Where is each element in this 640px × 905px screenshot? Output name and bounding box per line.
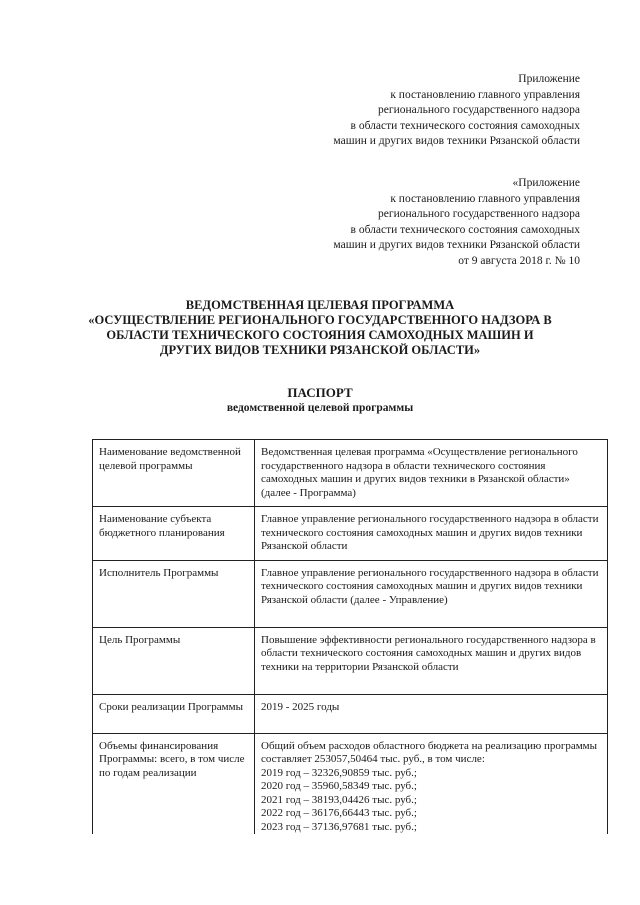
passport-heading: ПАСПОРТ	[287, 385, 353, 400]
row-label: Объемы финансирования Программы: всего, в том числе по годам реализации	[93, 733, 255, 834]
appendix-line: машин и других видов техники Рязанской области	[333, 135, 580, 147]
row-label: Исполнитель Программы	[93, 560, 255, 627]
financing-year: 2019 год – 32326,90859 тыс. руб.;	[261, 766, 417, 779]
row-value: Повышение эффективности регионального государственного надзора в области технического состояния самоходных машин и других видов техники на территории Рязанской области	[255, 627, 608, 694]
program-title-line: ВЕДОМСТВЕННАЯ ЦЕЛЕВАЯ ПРОГРАММА	[185, 298, 455, 312]
table-row	[93, 627, 608, 694]
row-value: Главное управление регионального государственного надзора в области технического состояния самоходных машин и других видов техники Рязанской области (далее - Управление)	[255, 560, 608, 627]
financing-year: 2023 год – 37136,97681 тыс. руб.;	[261, 820, 417, 833]
appendix-line: к постановлению главного управления	[390, 192, 580, 205]
financing-year: 2021 год – 38193,04426 тыс. руб.;	[261, 793, 417, 806]
appendix-line: регионального государственного надзора	[378, 208, 580, 220]
financing-value	[255, 733, 608, 834]
appendix-line: к постановлению главного управления	[390, 88, 580, 101]
program-title-line: «ОСУЩЕСТВЛЕНИЕ РЕГИОНАЛЬНОГО ГОСУДАРСТВЕННОГО НАДЗОРА В	[88, 313, 552, 327]
appendix-line: в области технического состояния самоходных	[350, 119, 580, 132]
passport-subheading: ведомственной целевой программы	[226, 402, 414, 414]
financing-year: 2022 год – 36176,66443 тыс. руб.;	[261, 807, 417, 819]
financing-intro: Общий объем расходов областного бюджета на реализацию программы составляет 253057,50464 тыс. руб., в том числе:	[261, 739, 598, 765]
table-row-financing	[93, 733, 608, 834]
passport-heading-block	[70, 385, 570, 416]
appendix-header-current	[333, 72, 580, 150]
passport-table	[92, 439, 608, 834]
program-title	[70, 298, 570, 358]
row-value: 2019 - 2025 годы	[255, 694, 608, 733]
row-label: Цель Программы	[93, 627, 255, 694]
appendix-line: регионального государственного надзора	[378, 104, 580, 116]
table-row	[93, 560, 608, 627]
table-row	[93, 507, 608, 561]
program-title-line: ДРУГИХ ВИДОВ ТЕХНИКИ РЯЗАНСКОЙ ОБЛАСТИ»	[159, 343, 481, 357]
appendix-header-previous	[333, 176, 580, 269]
row-value: Главное управление регионального государственного надзора в области технического состояния самоходных машин и других видов техники Рязанской области	[255, 507, 608, 561]
table-row	[93, 440, 608, 507]
appendix-line: «Приложение	[512, 177, 580, 189]
row-value: Ведомственная целевая программа «Осуществление регионального государственного надзора в области технического состояния самоходных машин и других видов техники в Рязанской области» (далее - Программа)	[255, 440, 608, 507]
appendix-line: машин и других видов техники Рязанской области	[333, 239, 580, 251]
financing-year: 2020 год – 35960,58349 тыс. руб.;	[261, 780, 417, 792]
appendix-date-line: от 9 августа 2018 г. № 10	[458, 254, 580, 267]
row-label: Сроки реализации Программы	[93, 694, 255, 733]
row-label: Наименование субъекта бюджетного планирования	[93, 507, 255, 561]
program-title-line: ОБЛАСТИ ТЕХНИЧЕСКОГО СОСТОЯНИЯ САМОХОДНЫХ МАШИН И	[106, 328, 534, 342]
appendix-line: в области технического состояния самоходных	[350, 223, 580, 236]
table-row	[93, 694, 608, 733]
row-label: Наименование ведомственной целевой программы	[93, 440, 255, 507]
appendix-line: Приложение	[518, 73, 580, 85]
